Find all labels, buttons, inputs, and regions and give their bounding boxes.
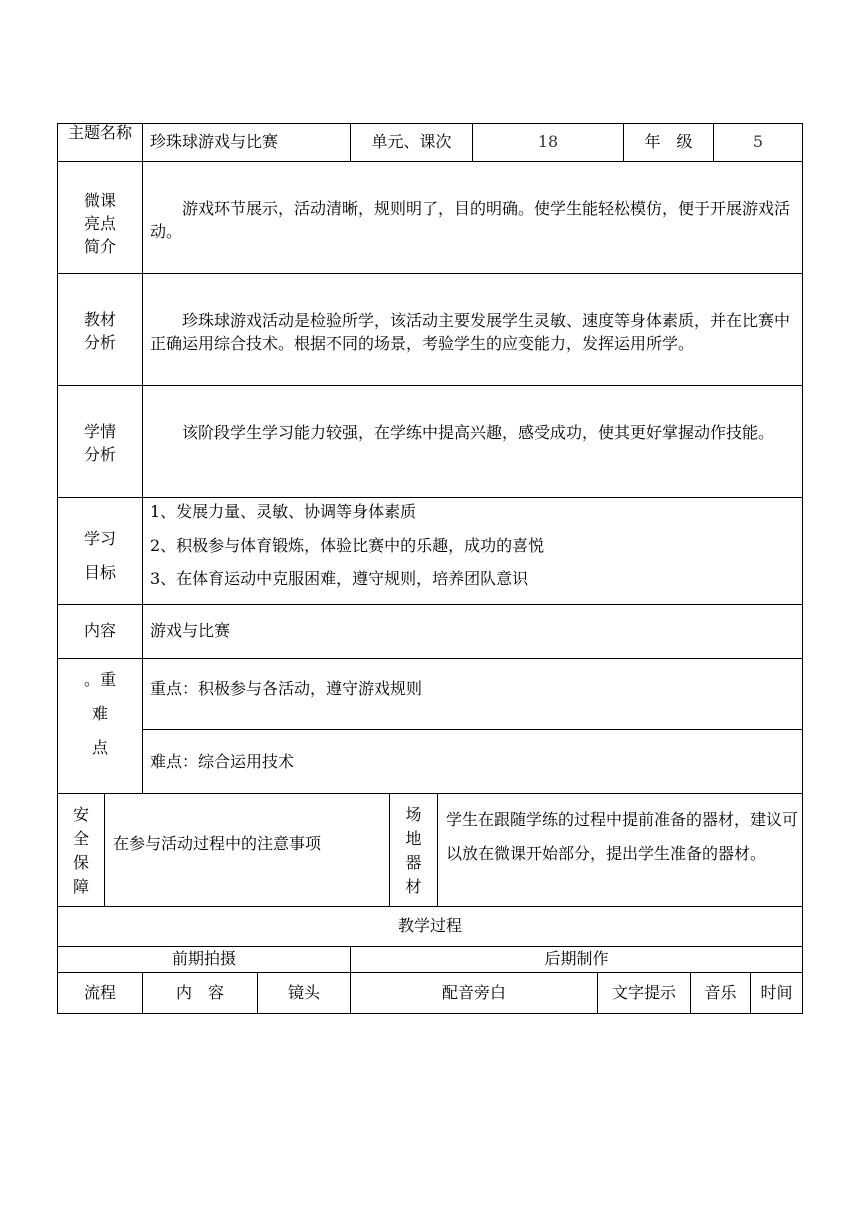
- column-header-music: 音乐: [704, 983, 737, 1002]
- safety-label: 安 全 保 障: [72, 805, 89, 896]
- column-header-voiceover: 配音旁白: [441, 983, 506, 1002]
- objectives-label: 学习 目标: [83, 529, 116, 582]
- objective-item: 1、发展力量、灵敏、协调等身体素质: [150, 502, 417, 521]
- unit-value: 18: [537, 132, 559, 151]
- objective-item: 2、积极参与体育锻炼，体验比赛中的乐趣，成功的喜悦: [150, 536, 545, 555]
- highlights-label: 微课 亮点 简介: [83, 191, 116, 256]
- column-header-time: 时间: [760, 983, 793, 1002]
- content-label: 内容: [83, 621, 116, 640]
- highlights-text: 游戏环节展示，活动清晰，规则明了，目的明确。使学生能轻松模仿，便于开展游戏活动。: [150, 199, 791, 241]
- objective-item: 3、在体育运动中克服困难，遵守规则，培养团队意识: [150, 569, 529, 588]
- column-header-content: 内 容: [175, 983, 224, 1002]
- post-production-header: 后期制作: [544, 949, 609, 968]
- grade-label: 年 级: [644, 132, 693, 151]
- column-header-text-prompt: 文字提示: [611, 983, 676, 1002]
- venue-value: 学生在跟随学练的过程中提前准备的器材，建议可以放在微课开始部分，提出学生准备的器材。: [446, 810, 799, 863]
- grade-value: 5: [752, 132, 764, 151]
- focus-point: 重点：积极参与各活动，遵守游戏规则: [150, 679, 423, 698]
- topic-value: 珍珠球游戏与比赛: [150, 132, 279, 151]
- process-title: 教学过程: [397, 916, 462, 935]
- difficulty-point: 难点：综合运用技术: [150, 752, 295, 771]
- column-header-shot: 镜头: [287, 983, 320, 1002]
- pre-production-header: 前期拍摄: [171, 949, 236, 968]
- content-value: 游戏与比赛: [150, 621, 231, 640]
- column-header-flow: 流程: [83, 983, 116, 1002]
- material-text: 珍珠球游戏活动是检验所学，该活动主要发展学生灵敏、速度等身体素质，并在比赛中正确运用综合技术。根据不同的场景，考验学生的应变能力，发挥运用所学。: [150, 311, 791, 353]
- learner-text: 该阶段学生学习能力较强，在学练中提高兴趣，感受成功，使其更好掌握动作技能。: [182, 423, 775, 442]
- topic-label: 主题名称: [67, 123, 132, 142]
- material-label: 教材 分析: [83, 310, 116, 352]
- venue-label: 场 地 器 材: [405, 805, 422, 896]
- key-points-label: 。重 难 点: [83, 670, 116, 757]
- safety-value: 在参与活动过程中的注意事项: [113, 834, 322, 853]
- learner-label: 学情 分析: [83, 422, 116, 464]
- unit-label: 单元、课次: [371, 132, 452, 151]
